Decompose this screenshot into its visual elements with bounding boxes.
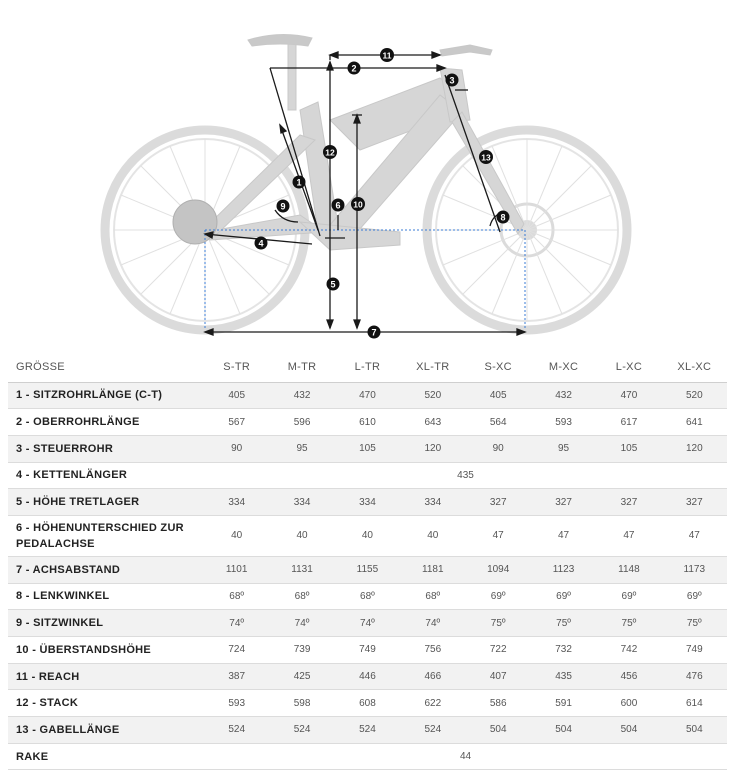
- row-label: 1 - SITZROHRLÄNGE (C-T): [8, 382, 204, 409]
- row-label: [8, 515, 204, 556]
- cell-value: 622: [400, 690, 465, 717]
- cell-value: 47: [596, 515, 661, 556]
- cell-value: 327: [466, 489, 531, 516]
- table-row: [8, 610, 727, 637]
- table-row: [8, 743, 727, 770]
- cell-value: 1131: [269, 556, 334, 583]
- table-row: [8, 583, 727, 610]
- cell-value: 120: [400, 435, 465, 462]
- cell-value: 68º: [400, 583, 465, 610]
- row-label: 11 - REACH: [8, 663, 204, 690]
- marker-5: [327, 278, 340, 291]
- cell-value: 504: [466, 717, 531, 744]
- cell-value: 334: [204, 489, 269, 516]
- cell-value: 732: [531, 637, 596, 664]
- marker-2: [348, 62, 361, 75]
- cell-value: 470: [335, 382, 400, 409]
- cell-value-spanning: 435: [204, 462, 727, 489]
- cell-value: 95: [531, 435, 596, 462]
- marker-11: [380, 48, 394, 62]
- cell-value: 69º: [596, 583, 661, 610]
- cell-value: 742: [596, 637, 661, 664]
- marker-12: [323, 145, 337, 159]
- cell-value: 105: [335, 435, 400, 462]
- table-header-row: [8, 352, 727, 382]
- cell-value: 591: [531, 690, 596, 717]
- cell-value: 1155: [335, 556, 400, 583]
- cell-value: 641: [662, 409, 727, 436]
- cell-value: 470: [596, 382, 661, 409]
- size-header-xl-xc: XL-XC: [662, 352, 727, 382]
- svg-text:1: 1: [296, 177, 302, 188]
- size-header-l-tr: L-TR: [335, 352, 400, 382]
- cell-value: 387: [204, 663, 269, 690]
- row-label: 7 - ACHSABSTAND: [8, 556, 204, 583]
- cell-value: 643: [400, 409, 465, 436]
- row-label: 2 - OBERROHRLÄNGE: [8, 409, 204, 436]
- cell-value: 334: [400, 489, 465, 516]
- cell-value: 47: [466, 515, 531, 556]
- svg-text:10: 10: [353, 199, 363, 210]
- size-header-m-xc: M-XC: [531, 352, 596, 382]
- cell-value: 47: [531, 515, 596, 556]
- size-header-s-tr: S-TR: [204, 352, 269, 382]
- cell-value: 75º: [662, 610, 727, 637]
- cell-value: 40: [400, 515, 465, 556]
- cell-value: 564: [466, 409, 531, 436]
- svg-text:6: 6: [335, 200, 341, 211]
- cell-value: 476: [662, 663, 727, 690]
- cell-value: 756: [400, 637, 465, 664]
- cell-value: 90: [204, 435, 269, 462]
- cell-value-spanning: 44: [204, 743, 727, 770]
- cell-value: 68º: [269, 583, 334, 610]
- cell-value: 69º: [531, 583, 596, 610]
- svg-text:7: 7: [371, 327, 377, 338]
- row-label: 8 - LENKWINKEL: [8, 583, 204, 610]
- geometry-table: [8, 352, 727, 770]
- cell-value: 432: [531, 382, 596, 409]
- cell-value: 617: [596, 409, 661, 436]
- cell-value: 524: [335, 717, 400, 744]
- table-row: [8, 690, 727, 717]
- marker-10: [351, 197, 365, 211]
- row-label: 3 - STEUERROHR: [8, 435, 204, 462]
- cell-value: 327: [531, 489, 596, 516]
- cell-value: 74º: [400, 610, 465, 637]
- cell-value: 504: [531, 717, 596, 744]
- row-label: 10 - ÜBERSTANDSHÖHE: [8, 637, 204, 664]
- cell-value: 524: [269, 717, 334, 744]
- row-label: RAKE: [8, 743, 204, 770]
- cell-value: 1123: [531, 556, 596, 583]
- cell-value: 405: [466, 382, 531, 409]
- cell-value: 74º: [269, 610, 334, 637]
- cell-value: 1173: [662, 556, 727, 583]
- row-label-line-2: PEDALACHSE: [16, 537, 95, 550]
- table-row: [8, 462, 727, 489]
- marker-3: [446, 74, 459, 87]
- svg-text:8: 8: [500, 212, 506, 223]
- cell-value: 586: [466, 690, 531, 717]
- cell-value: 74º: [335, 610, 400, 637]
- row-label: 9 - SITZWINKEL: [8, 610, 204, 637]
- cell-value: 75º: [531, 610, 596, 637]
- cell-value: 47: [662, 515, 727, 556]
- svg-text:13: 13: [481, 152, 491, 163]
- svg-text:3: 3: [449, 75, 455, 86]
- cell-value: 1101: [204, 556, 269, 583]
- cell-value: 74º: [204, 610, 269, 637]
- row-label: 5 - HÖHE TRETLAGER: [8, 489, 204, 516]
- cell-value: 567: [204, 409, 269, 436]
- cell-value: 1094: [466, 556, 531, 583]
- svg-text:4: 4: [258, 238, 264, 249]
- marker-13: [479, 150, 493, 164]
- cell-value: 593: [531, 409, 596, 436]
- cell-value: 105: [596, 435, 661, 462]
- cell-value: 432: [269, 382, 334, 409]
- bike-geometry-diagram: [0, 0, 739, 345]
- cell-value: 722: [466, 637, 531, 664]
- cell-value: 425: [269, 663, 334, 690]
- cell-value: 614: [662, 690, 727, 717]
- cell-value: 456: [596, 663, 661, 690]
- cell-value: 504: [662, 717, 727, 744]
- marker-7: [368, 326, 381, 339]
- cell-value: 749: [335, 637, 400, 664]
- svg-text:2: 2: [351, 63, 357, 74]
- table-row: [8, 489, 727, 516]
- marker-4: [255, 237, 268, 250]
- size-header-l-xc: L-XC: [596, 352, 661, 382]
- bike-illustration: [105, 34, 627, 330]
- size-header-s-xc: S-XC: [466, 352, 531, 382]
- table-row: [8, 382, 727, 409]
- table-row: [8, 556, 727, 583]
- cell-value: 610: [335, 409, 400, 436]
- cell-value: 504: [596, 717, 661, 744]
- cell-value: 446: [335, 663, 400, 690]
- cell-value: 749: [662, 637, 727, 664]
- size-header-label: GRÖSSE: [8, 352, 204, 382]
- cell-value: 95: [269, 435, 334, 462]
- cell-value: 466: [400, 663, 465, 690]
- marker-1: [293, 176, 306, 189]
- cell-value: 724: [204, 637, 269, 664]
- cell-value: 69º: [466, 583, 531, 610]
- cell-value: 40: [204, 515, 269, 556]
- size-header-m-tr: M-TR: [269, 352, 334, 382]
- svg-text:9: 9: [280, 201, 286, 212]
- cell-value: 68º: [204, 583, 269, 610]
- cell-value: 407: [466, 663, 531, 690]
- cell-value: 524: [400, 717, 465, 744]
- table-row: [8, 409, 727, 436]
- svg-text:5: 5: [330, 279, 336, 290]
- row-label: 4 - KETTENLÄNGER: [8, 462, 204, 489]
- cell-value: 40: [269, 515, 334, 556]
- cell-value: 69º: [662, 583, 727, 610]
- cell-value: 334: [269, 489, 334, 516]
- table-row: [8, 663, 727, 690]
- cell-value: 40: [335, 515, 400, 556]
- cell-value: 593: [204, 690, 269, 717]
- cell-value: 327: [662, 489, 727, 516]
- cell-value: 598: [269, 690, 334, 717]
- cell-value: 435: [531, 663, 596, 690]
- table-row: [8, 637, 727, 664]
- cell-value: 90: [466, 435, 531, 462]
- row-label: 12 - STACK: [8, 690, 204, 717]
- cell-value: 600: [596, 690, 661, 717]
- svg-text:12: 12: [325, 147, 335, 158]
- cell-value: 608: [335, 690, 400, 717]
- marker-8: [497, 211, 510, 224]
- cell-value: 524: [204, 717, 269, 744]
- cell-value: 520: [400, 382, 465, 409]
- cell-value: 75º: [596, 610, 661, 637]
- cell-value: 405: [204, 382, 269, 409]
- table-row: [8, 717, 727, 744]
- cell-value: 739: [269, 637, 334, 664]
- cell-value: 68º: [335, 583, 400, 610]
- cell-value: 334: [335, 489, 400, 516]
- marker-6: [332, 199, 345, 212]
- cell-value: 327: [596, 489, 661, 516]
- cell-value: 120: [662, 435, 727, 462]
- size-header-xl-tr: XL-TR: [400, 352, 465, 382]
- cell-value: 75º: [466, 610, 531, 637]
- row-label-line-1: 6 - HÖHENUNTERSCHIED ZUR: [16, 521, 184, 534]
- svg-text:11: 11: [382, 50, 392, 61]
- marker-9: [277, 200, 290, 213]
- table-row: [8, 515, 727, 556]
- cell-value: 596: [269, 409, 334, 436]
- cell-value: 1181: [400, 556, 465, 583]
- table-row: [8, 435, 727, 462]
- cell-value: 520: [662, 382, 727, 409]
- cell-value: 1148: [596, 556, 661, 583]
- row-label: 13 - GABELLÄNGE: [8, 717, 204, 744]
